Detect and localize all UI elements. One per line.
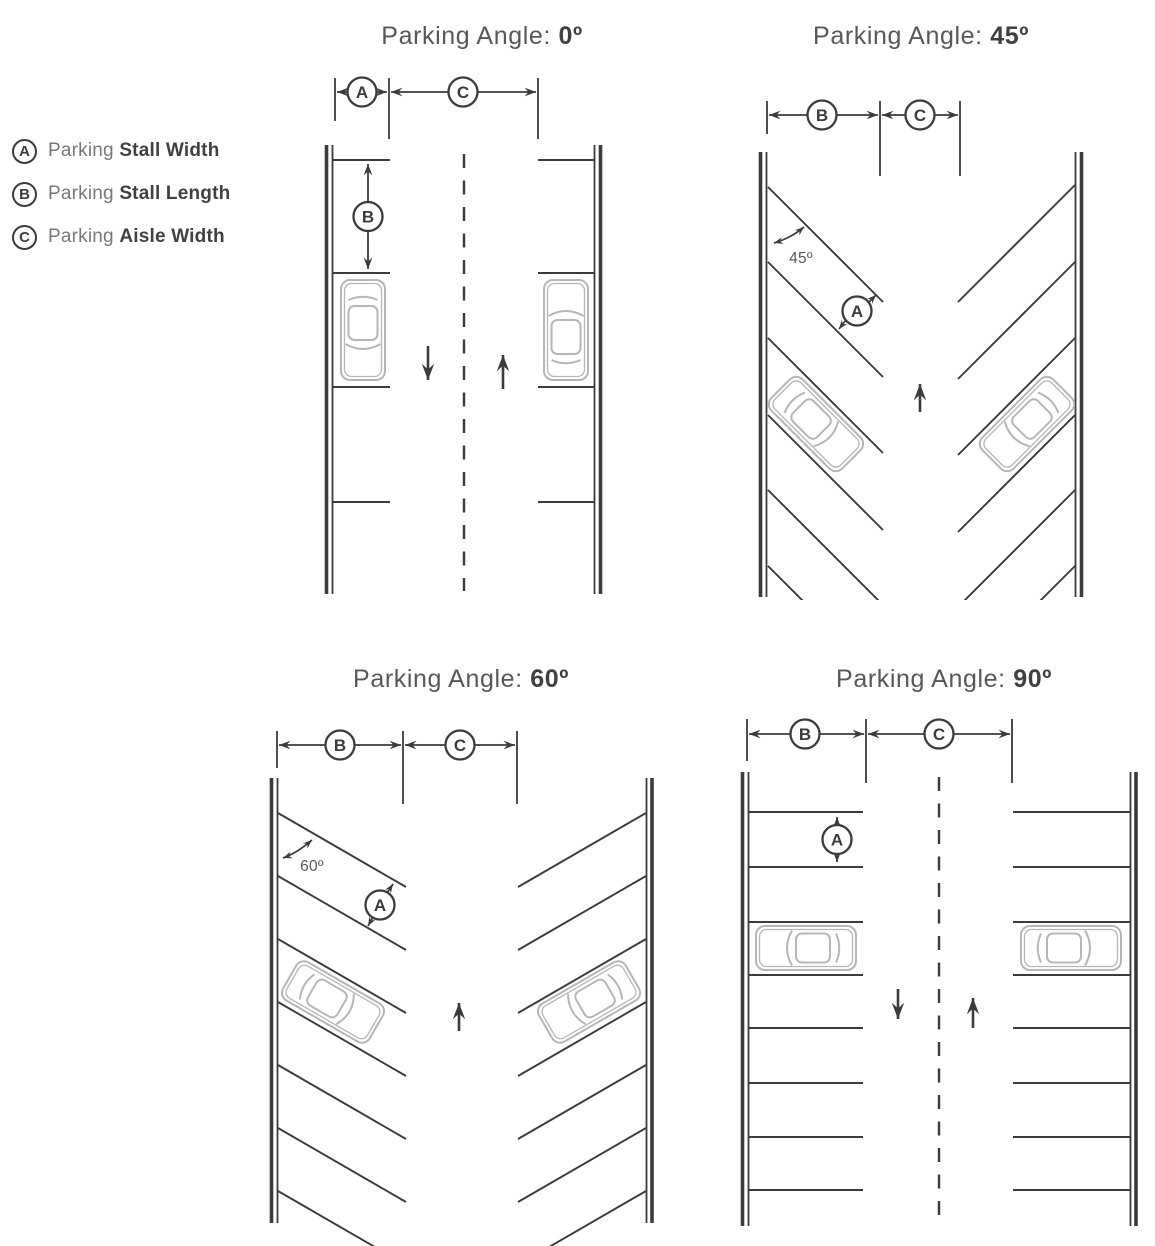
angle-annotation bbox=[774, 227, 813, 267]
title-angle-45 bbox=[813, 22, 1029, 51]
legend-key-c: C bbox=[12, 225, 37, 250]
stall-length-dimension bbox=[354, 164, 383, 269]
car-top-view-icon bbox=[976, 373, 1078, 475]
title-angle-90 bbox=[836, 665, 1052, 694]
car-top-view-icon bbox=[1021, 926, 1121, 970]
car-top-view-icon bbox=[756, 926, 856, 970]
angle-note: 45º bbox=[789, 250, 813, 267]
diagram-parking-angle-45 bbox=[742, 95, 1094, 600]
legend-label bbox=[48, 226, 225, 248]
legend-label-bold: Aisle Width bbox=[119, 226, 225, 247]
legend-label-bold: Stall Width bbox=[119, 140, 220, 161]
dimension-chain bbox=[277, 731, 517, 805]
legend-label-prefix: Parking bbox=[48, 140, 120, 161]
dim-letter-c: C bbox=[456, 83, 470, 102]
legend bbox=[12, 138, 230, 267]
car-top-view-icon bbox=[544, 280, 588, 380]
angle-arc-icon bbox=[283, 840, 312, 858]
angle-arc-icon bbox=[774, 227, 804, 243]
legend-key-b: B bbox=[12, 182, 37, 207]
legend-label-prefix: Parking bbox=[48, 226, 120, 247]
diagram-parking-angle-60 bbox=[255, 712, 663, 1246]
dimension-chain bbox=[747, 719, 1012, 783]
title-prefix: Parking Angle: bbox=[836, 665, 1014, 693]
legend-item-aisle-width bbox=[12, 224, 230, 250]
lane-arrows bbox=[428, 346, 503, 389]
stall-width-dimension bbox=[839, 295, 876, 329]
dim-letter-b: B bbox=[361, 207, 375, 227]
dim-letter-c: C bbox=[913, 106, 927, 125]
title-prefix: Parking Angle: bbox=[353, 665, 531, 693]
legend-label bbox=[48, 140, 220, 162]
title-angle-60 bbox=[353, 665, 569, 694]
title-angle-value: 60º bbox=[530, 665, 569, 693]
dim-letter-b: B bbox=[815, 106, 829, 125]
dim-letter-b: B bbox=[798, 725, 812, 744]
title-angle-0 bbox=[381, 22, 582, 51]
dim-letter-c: C bbox=[932, 725, 946, 744]
dimension-chain bbox=[767, 101, 960, 177]
angle-annotation bbox=[283, 840, 324, 875]
car-top-view-icon bbox=[341, 280, 385, 380]
title-angle-value: 0º bbox=[558, 22, 583, 50]
legend-item-stall-width bbox=[12, 138, 230, 164]
car-top-view-icon bbox=[765, 373, 867, 475]
legend-label-prefix: Parking bbox=[48, 183, 120, 204]
diagram-parking-angle-0 bbox=[310, 70, 622, 602]
dimension-chain bbox=[335, 78, 538, 140]
lane-arrows bbox=[898, 989, 973, 1028]
title-angle-value: 90º bbox=[1013, 665, 1052, 693]
title-angle-value: 45º bbox=[990, 22, 1029, 50]
angle-note: 60º bbox=[300, 858, 324, 875]
dim-letter-a: A bbox=[850, 302, 864, 321]
title-prefix: Parking Angle: bbox=[381, 22, 559, 50]
title-prefix: Parking Angle: bbox=[813, 22, 991, 50]
dim-letter-a: A bbox=[373, 896, 387, 915]
legend-label-bold: Stall Length bbox=[119, 183, 231, 204]
diagram-parking-angle-90 bbox=[728, 705, 1142, 1246]
stall-width-dimension bbox=[366, 884, 395, 926]
dim-letter-c: C bbox=[453, 736, 467, 755]
dim-letter-a: A bbox=[355, 83, 369, 102]
stall-lines bbox=[278, 813, 646, 1246]
dim-letter-b: B bbox=[333, 736, 347, 755]
legend-key-a: A bbox=[12, 139, 37, 164]
legend-item-stall-length bbox=[12, 181, 230, 207]
dim-letter-a: A bbox=[830, 830, 844, 850]
stall-width-dimension bbox=[823, 817, 852, 862]
legend-label bbox=[48, 183, 230, 205]
